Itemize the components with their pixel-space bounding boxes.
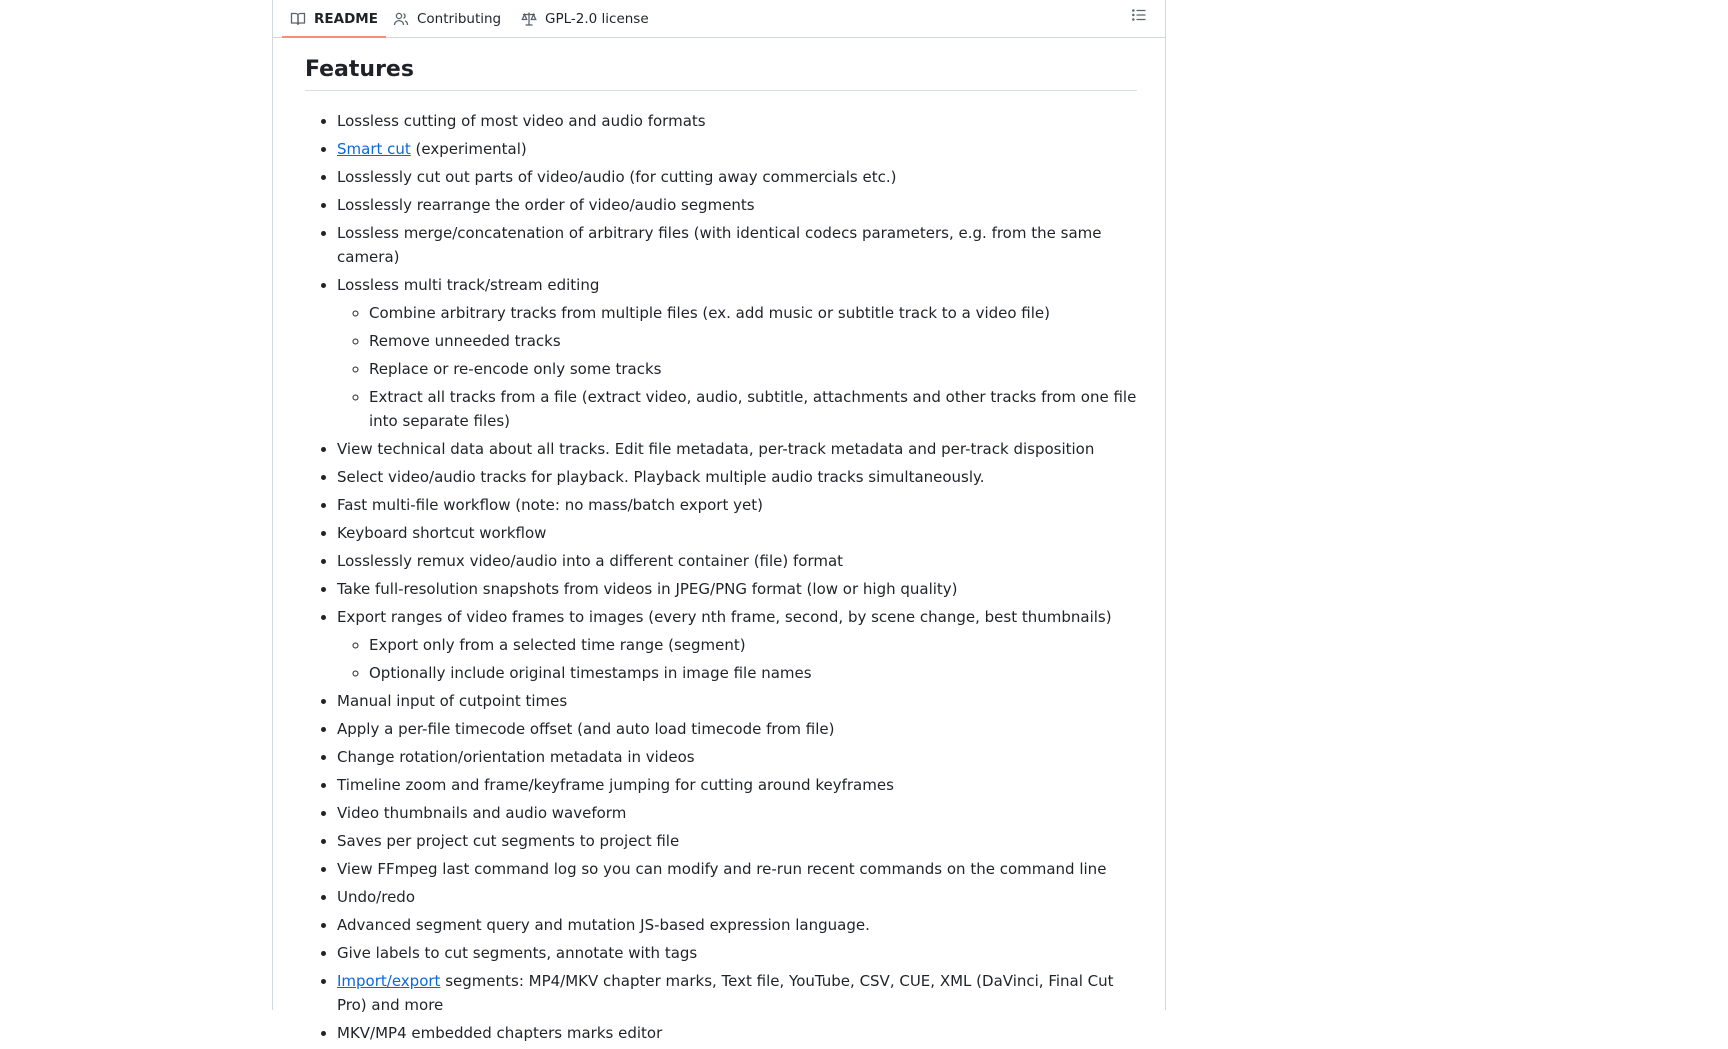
list-unordered-icon <box>1131 7 1147 27</box>
feature-item <box>337 137 1137 161</box>
feature-text: Manual input of cutpoint times <box>337 692 568 710</box>
feature-text: Take full-resolution snapshots from videos in JPEG/PNG format (low or high quality) <box>337 580 958 598</box>
feature-item <box>337 193 1137 217</box>
feature-item <box>337 745 1137 769</box>
feature-text: View FFmpeg last command log so you can modify and re-run recent commands on the command line <box>337 860 1107 878</box>
feature-item <box>337 857 1137 881</box>
feature-item <box>337 801 1137 825</box>
feature-subitem: ◦ Export only from a selected time range (segment) <box>369 633 1137 657</box>
tab-contributing-label: Contributing <box>417 10 502 27</box>
feature-item <box>337 773 1137 797</box>
feature-item <box>337 941 1137 965</box>
feature-sublist <box>337 301 1137 433</box>
features-heading: Features <box>305 56 1137 91</box>
feature-text: Lossless cutting of most video and audio formats <box>337 112 706 130</box>
feature-subitem: ◦ Extract all tracks from a file (extract video, audio, subtitle, attachments and other tracks from one file into separate files) <box>369 385 1137 433</box>
feature-text: Select video/audio tracks for playback. Playback multiple audio tracks simultaneously. <box>337 468 985 486</box>
feature-text: segments: MP4/MKV chapter marks, Text file, YouTube, CSV, CUE, XML (DaVinci, Final Cut Pro) and more <box>337 972 1114 1014</box>
feature-item <box>337 493 1137 517</box>
feature-text: Losslessly cut out parts of video/audio (for cutting away commercials etc.) <box>337 168 897 186</box>
tab-contributing[interactable] <box>393 0 501 37</box>
feature-text: Losslessly rearrange the order of video/audio segments <box>337 196 755 214</box>
tab-license-label: GPL-2.0 license <box>545 10 649 27</box>
feature-subitem: ◦ Combine arbitrary tracks from multiple files (ex. add music or subtitle track to a video file) <box>369 301 1137 325</box>
feature-text: Export ranges of video frames to images (every nth frame, second, by scene change, best thumbnails) <box>337 608 1112 626</box>
people-icon <box>393 11 409 27</box>
readme-content <box>305 56 1137 1049</box>
feature-item <box>337 577 1137 601</box>
feature-link[interactable]: Smart cut <box>337 140 411 158</box>
feature-item <box>337 109 1137 133</box>
feature-item <box>337 1021 1137 1045</box>
feature-text: Timeline zoom and frame/keyframe jumping for cutting around keyframes <box>337 776 894 794</box>
feature-text: Saves per project cut segments to project file <box>337 832 680 850</box>
feature-subitem: ◦ Optionally include original timestamps in image file names <box>369 661 1137 685</box>
features-list <box>305 109 1137 1045</box>
feature-subitem: ◦ Replace or re-encode only some tracks <box>369 357 1137 381</box>
feature-item <box>337 165 1137 189</box>
feature-text: Fast multi-file workflow (note: no mass/batch export yet) <box>337 496 763 514</box>
tab-readme-label: README <box>314 10 378 27</box>
feature-text: Advanced segment query and mutation JS-based expression language. <box>337 916 870 934</box>
feature-text: Change rotation/orientation metadata in videos <box>337 748 695 766</box>
feature-link[interactable]: Import/export <box>337 972 441 990</box>
feature-text: Lossless merge/concatenation of arbitrary files (with identical codecs parameters, e.g. from the same camera) <box>337 224 1102 266</box>
feature-text: (experimental) <box>410 140 527 158</box>
outline-button[interactable] <box>1129 7 1149 27</box>
feature-text: Undo/redo <box>337 888 416 906</box>
feature-item <box>337 221 1137 269</box>
tab-license[interactable] <box>521 0 649 37</box>
feature-item <box>337 689 1137 713</box>
tab-readme[interactable] <box>290 0 378 37</box>
feature-text: MKV/MP4 embedded chapters marks editor <box>337 1024 663 1042</box>
feature-item <box>337 437 1137 461</box>
feature-sublist <box>337 633 1137 685</box>
feature-text: Give labels to cut segments, annotate with tags <box>337 944 698 962</box>
feature-subitem: ◦ Remove unneeded tracks <box>369 329 1137 353</box>
feature-item <box>337 465 1137 489</box>
feature-item <box>337 549 1137 573</box>
book-icon <box>290 11 306 27</box>
feature-text: View technical data about all tracks. Edit file metadata, per-track metadata and per-track disposition <box>337 440 1095 458</box>
feature-text: Losslessly remux video/audio into a different container (file) format <box>337 552 844 570</box>
feature-text: Lossless multi track/stream editing <box>337 276 600 294</box>
feature-item <box>337 521 1137 545</box>
feature-text: Video thumbnails and audio waveform <box>337 804 627 822</box>
feature-item <box>337 273 1137 433</box>
law-scale-icon <box>521 11 537 27</box>
feature-item <box>337 913 1137 937</box>
feature-item <box>337 969 1137 1017</box>
feature-item <box>337 605 1137 685</box>
feature-text: Keyboard shortcut workflow <box>337 524 547 542</box>
feature-item <box>337 829 1137 853</box>
readme-tabbar <box>273 0 1165 38</box>
feature-item <box>337 885 1137 909</box>
feature-text: Apply a per-file timecode offset (and auto load timecode from file) <box>337 720 835 738</box>
readme-container <box>272 0 1166 1042</box>
feature-item <box>337 717 1137 741</box>
